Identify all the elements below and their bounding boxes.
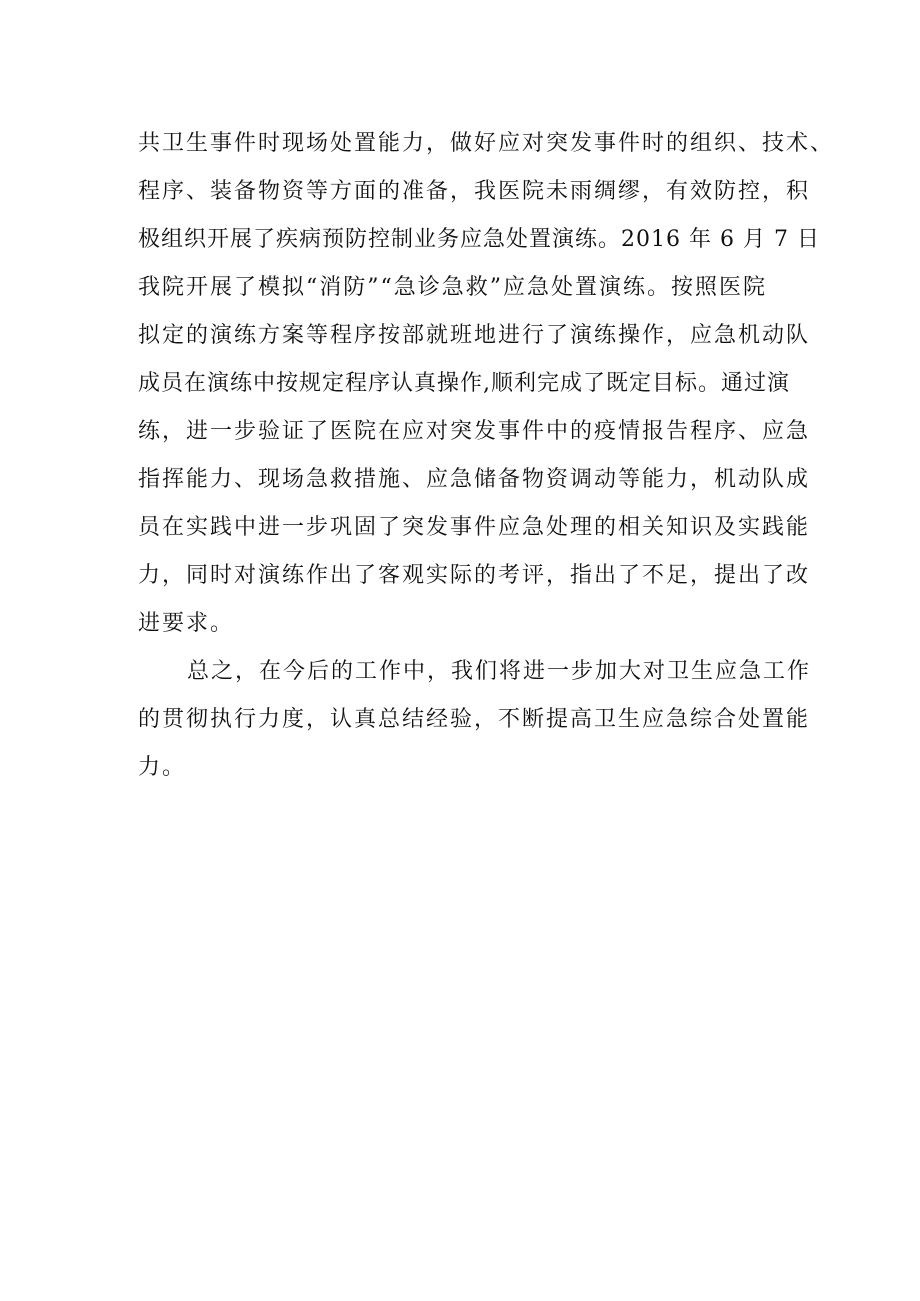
paragraph-line: 总之，在今后的工作中，我们将进一步加大对卫生应急工作 xyxy=(187,659,812,684)
paragraph-1 xyxy=(138,120,835,648)
paragraph-line: 员在实践中进一步巩固了突发事件应急处理的相关知识及实践能 xyxy=(138,515,811,540)
paragraph-2 xyxy=(138,648,818,792)
paragraph-line: 成员在演练中按规定程序认真操作,顺利完成了既定目标。通过演 xyxy=(138,371,790,396)
paragraph-line: 练，进一步验证了医院在应对突发事件中的疫情报告程序、应急 xyxy=(138,419,811,444)
paragraph-line: 的贯彻执行力度，认真总结经验，不断提高卫生应急综合处置能 xyxy=(138,707,811,732)
paragraph-line: 力，同时对演练作出了客观实际的考评，指出了不足，提出了改 xyxy=(138,563,811,588)
paragraph-line: 程序、装备物资等方面的准备，我医院未雨绸缪，有效防控，积 xyxy=(138,179,811,204)
document-body xyxy=(138,120,835,792)
paragraph-line: 极组织开展了疾病预防控制业务应急处置演练。2016 年 6 月 7 日 xyxy=(138,227,820,252)
paragraph-line: 进要求。 xyxy=(138,611,235,636)
paragraph-line: 指挥能力、现场急救措施、应急储备物资调动等能力，机动队成 xyxy=(138,467,811,492)
paragraph-line: 我院开展了模拟“消防”“急诊急救”应急处置演练。按照医院 xyxy=(138,275,767,300)
paragraph-line: 共卫生事件时现场处置能力，做好应对突发事件时的组织、技术、 xyxy=(138,131,835,156)
paragraph-line: 拟定的演练方案等程序按部就班地进行了演练操作，应急机动队 xyxy=(138,323,811,348)
paragraph-line: 力。 xyxy=(138,755,187,780)
